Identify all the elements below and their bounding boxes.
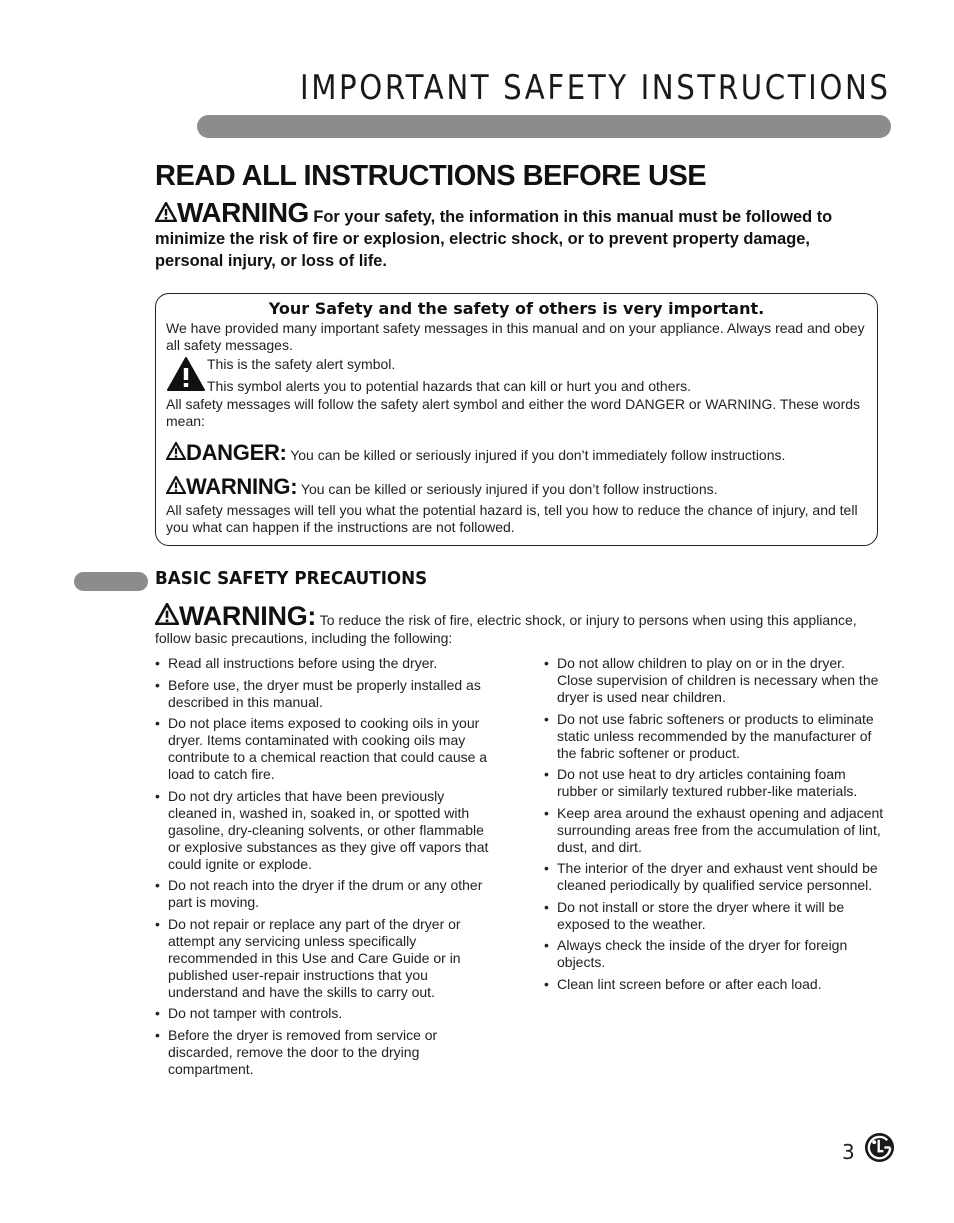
safety-symbol-line-2: This symbol alerts you to potential hazards that can kill or hurt you and others. — [207, 378, 692, 394]
danger-word: DANGER: — [186, 440, 287, 465]
intro-warning — [155, 197, 835, 272]
list-item: • Do not repair or replace any part of the dryer or attempt any servicing unless specifically recommended in this Use and Care Guide or in published user-repair instructions that you understand and have the skills to carry out. — [155, 916, 495, 1001]
list-item: • The interior of the dryer and exhaust vent should be cleaned periodically by qualified service personnel. — [544, 860, 884, 894]
precautions-left-column — [155, 655, 495, 1082]
safety-message-box — [155, 293, 878, 546]
list-item: • Do not reach into the dryer if the drum or any other part is moving. — [155, 877, 495, 911]
list-item: • Do not place items exposed to cooking oils in your dryer. Items contaminated with cooking oils may contribute to a chemical reaction that could cause a load to catch fire. — [155, 715, 495, 783]
page-number: 3 — [842, 1140, 855, 1164]
basic-safety-warning-word: WARNING: — [179, 601, 317, 631]
danger-label — [166, 440, 287, 465]
list-item: • Keep area around the exhaust opening and adjacent surrounding areas free from the accumulation of lint, dust, and dirt. — [544, 805, 884, 856]
list-item: • Do not use fabric softeners or products to eliminate static unless recommended by the manufacturer of the fabric softener or product. — [544, 711, 884, 762]
list-item: • Before use, the dryer must be properly installed as described in this manual. — [155, 677, 495, 711]
lg-logo-icon — [864, 1132, 895, 1163]
intro-warning-label — [155, 197, 309, 228]
warning-text: You can be killed or seriously injured if you don’t follow instructions. — [300, 481, 718, 497]
safety-box-heading: Your Safety and the safety of others is very important. — [268, 299, 765, 318]
safety-alert-icon — [155, 202, 177, 222]
safety-box-paragraph-2: All safety messages will follow the safety alert symbol and either the word DANGER or WARNING. These words mean: — [166, 396, 861, 429]
precautions-right-column — [544, 655, 884, 997]
list-item: • Do not allow children to play on or in the dryer. Close supervision of children is necessary when the dryer is used near children. — [544, 655, 884, 706]
warning-line — [166, 474, 718, 500]
section-marker-pill — [74, 572, 148, 591]
safety-alert-symbol-icon — [166, 356, 206, 392]
intro-signal-word: WARNING — [177, 197, 309, 228]
warning-alert-icon — [166, 476, 186, 494]
safety-box-paragraph-1: We have provided many important safety messages in this manual and on your appliance. Always read and obey all safety messages. — [166, 320, 865, 353]
list-item: • Do not dry articles that have been previously cleaned in, washed in, soaked in, or spotted with gasoline, dry-cleaning solvents, or other flammable or explosive substances as they give off vapors that could ignite or explode. — [155, 788, 495, 873]
list-item: • Do not tamper with controls. — [155, 1005, 495, 1022]
intro-text: For your safety, the information in this manual must be followed to minimize the risk of fire or explosion, electric shock, or to prevent property damage, personal injury, or loss of life. — [155, 208, 833, 270]
list-item: • Always check the inside of the dryer for foreign objects. — [544, 937, 884, 971]
main-heading: READ ALL INSTRUCTIONS BEFORE USE — [155, 160, 707, 192]
list-item: • Read all instructions before using the dryer. — [155, 655, 495, 672]
list-item: • Before the dryer is removed from service or discarded, remove the door to the drying compartment. — [155, 1027, 495, 1078]
basic-safety-heading: BASIC SAFETY PRECAUTIONS — [155, 568, 428, 589]
basic-safety-alert-icon — [155, 603, 179, 625]
basic-safety-warning-label — [155, 601, 316, 631]
warning-label — [166, 474, 297, 499]
list-item: • Do not use heat to dry articles containing foam rubber or similarly textured rubber-like materials. — [544, 766, 884, 800]
safety-symbol-line-1: This is the safety alert symbol. — [207, 356, 396, 372]
page-title: IMPORTANT SAFETY INSTRUCTIONS — [300, 68, 891, 108]
basic-safety-warning — [155, 603, 870, 647]
list-item: • Clean lint screen before or after each load. — [544, 976, 884, 993]
danger-line — [166, 440, 785, 466]
list-item: • Do not install or store the dryer where it will be exposed to the weather. — [544, 899, 884, 933]
danger-text: You can be killed or seriously injured if you don’t immediately follow instructions. — [290, 447, 786, 463]
warning-word: WARNING: — [186, 474, 298, 499]
safety-box-paragraph-3: All safety messages will tell you what the potential hazard is, tell you how to reduce the chance of injury, and tell you what can happen if the instructions are not followed. — [166, 502, 858, 535]
danger-alert-icon — [166, 442, 186, 460]
basic-safety-warning-text: To reduce the risk of fire, electric shock, or injury to persons when using this appliance, follow basic precautions, including the following: — [155, 612, 857, 646]
title-underline-bar — [197, 115, 891, 138]
